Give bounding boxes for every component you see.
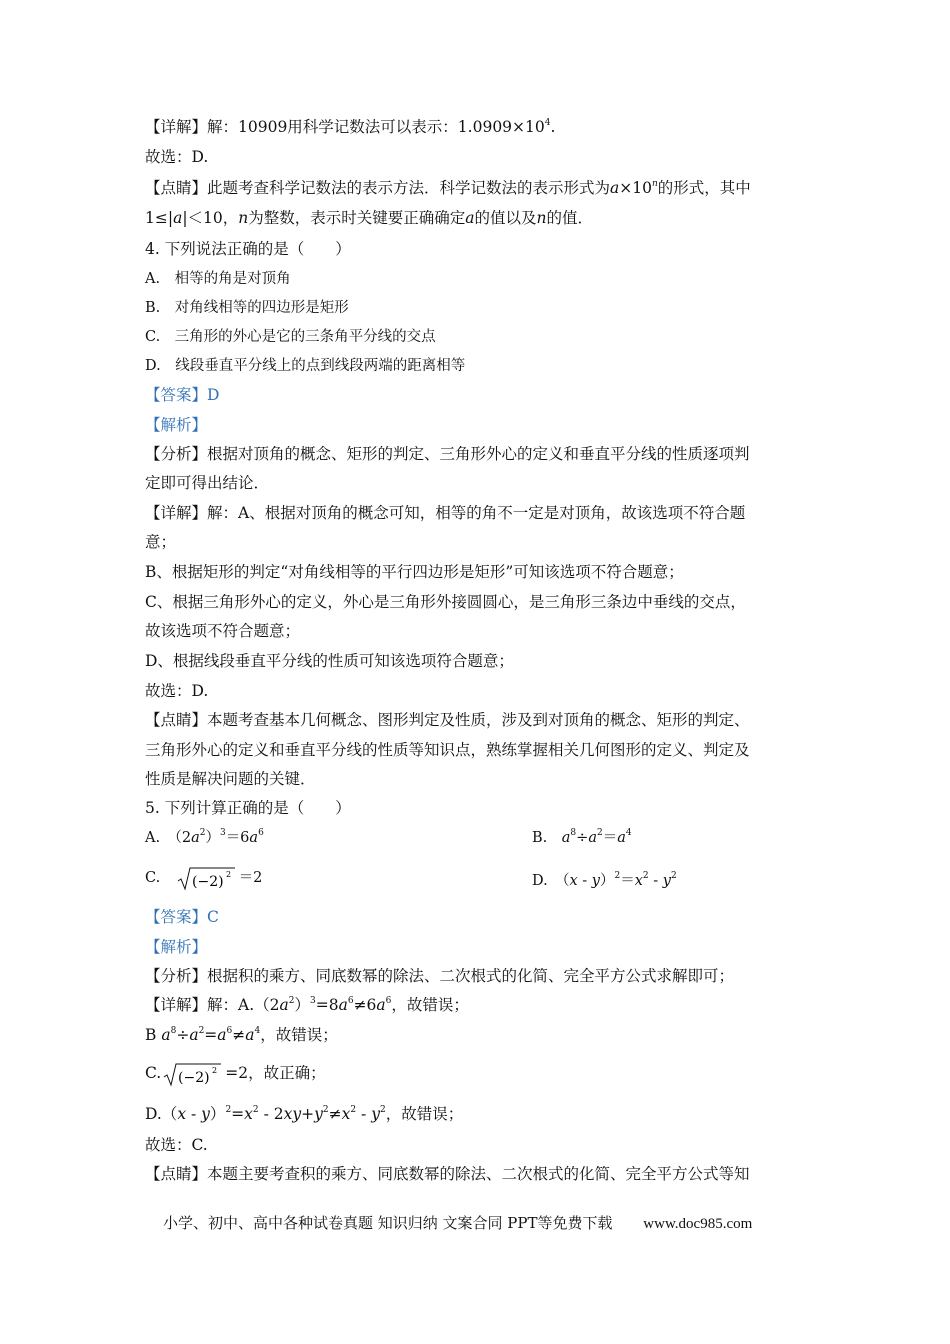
q5-option-c: C. (−2) 2 ＝2 (145, 866, 262, 890)
q4-answer: 【答案】D (145, 386, 220, 404)
q4-xiangjie-3: B、根据矩形的判定“对角线相等的平行四边形是矩形”可知该选项不符合题意； (145, 563, 684, 581)
footer-text: 小学、初中、高中各种试卷真题 知识归纳 文案合同 PPT等免费下载 (163, 1214, 613, 1232)
q3-answer-line: 故选：D. (145, 148, 209, 166)
q4-xiangjie-2: 意； (145, 533, 177, 551)
svg-text:(−2): (−2) (178, 1070, 210, 1086)
q5-stem: 5. 下列计算正确的是（ ） (145, 799, 351, 817)
q5-analysis-label: 【解析】 (145, 938, 208, 956)
svg-text:2: 2 (225, 870, 231, 879)
q5-xiangjie-c: C. (−2) 2 =2，故正确； (145, 1064, 326, 1086)
q4-stem: 4. 下列说法正确的是（ ） (145, 240, 351, 258)
q4-option-b: B. 对角线相等的四边形是矩形 (145, 300, 349, 316)
q4-option-a: A. 相等的角是对顶角 (145, 271, 291, 287)
q4-xiangjie-1: 【详解】解：A、根据对顶角的概念可知，相等的角不一定是对顶角，故该选项不符合题 (145, 504, 746, 522)
q5-option-d: D. $(x - y)^2=x^2 - y^2$ (532, 871, 677, 889)
q3-detail-line: 【详解】解：10909用科学记数法可以表示：$1.0909\times 10^4$. (145, 118, 556, 136)
q4-option-d: D. 线段垂直平分线上的点到线段两端的距离相等 (145, 358, 466, 374)
footer-site-link[interactable]: www.doc985.com (643, 1216, 753, 1232)
sqrt-symbol (163, 1062, 223, 1086)
q5-xiangjie-a: 【详解】解：$A.(2a^2)^3=8a^6\ne 6a^6$，故错误； (145, 996, 469, 1014)
page-footer (163, 1212, 752, 1233)
q4-dianjing-3: 性质是解决问题的关键． (145, 770, 316, 788)
q5-answer: 【答案】C (145, 908, 219, 926)
q4-dianjing-2: 三角形外心的定义和垂直平分线的性质等知识点，熟练掌握相关几何图形的定义、判定及 (145, 741, 750, 759)
q4-fenxi-2: 定即可得出结论． (145, 474, 270, 492)
q5-fenxi: 【分析】根据积的乘方、同底数幂的除法、二次根式的化简、完全平方公式求解即可； (145, 967, 735, 985)
q5-xiangjie-end: 故选：C. (145, 1136, 208, 1154)
q5-option-a: A. $(2a^2)^3=6a^6$ (145, 828, 264, 846)
q3-comment-line-2: 1≤|a|＜10，n为整数，表示时关键要正确确定a的值以及n的值． (145, 209, 594, 227)
q3-comment-line-1: 【点睛】此题考查科学记数法的表示方法．科学记数法的表示形式为$a\times 10^n$的形式，其中 (145, 179, 751, 197)
q4-dianjing-1: 【点睛】本题考查基本几何概念、图形判定及性质，涉及到对顶角的概念、矩形的判定、 (145, 711, 750, 729)
svg-text:2: 2 (212, 1066, 218, 1075)
q4-xiangjie-4: C、根据三角形外心的定义，外心是三角形外接圆圆心，是三角形三条边中垂线的交点， (145, 593, 746, 611)
q5-dianjing: 【点睛】本题主要考查积的乘方、同底数幂的除法、二次根式的化简、完全平方公式等知 (145, 1165, 750, 1183)
q4-analysis-label: 【解析】 (145, 416, 208, 434)
q4-option-c: C. 三角形的外心是它的三条角平分线的交点 (145, 329, 436, 345)
q4-xiangjie-6: D、根据线段垂直平分线的性质可知该选项符合题意； (145, 652, 514, 670)
q5-option-b: B. $a^8\div a^2=a^4$ (532, 828, 632, 846)
q4-xiangjie-7: 故选：D. (145, 682, 209, 700)
q4-fenxi-1: 【分析】根据对顶角的概念、矩形的判定、三角形外心的定义和垂直平分线的性质逐项判 (145, 445, 750, 463)
svg-text:(−2): (−2) (191, 874, 224, 890)
q5-xiangjie-b: B $a^8\div a^2=a^6\ne a^4$，故错误； (145, 1026, 338, 1044)
q5-xiangjie-d: $D.(x - y)^2=x^2 - 2xy+y^2\ne x^2 - y^2$，故错误； (145, 1105, 464, 1123)
q4-xiangjie-5: 故该选项不符合题意； (145, 622, 301, 640)
sqrt-symbol (177, 866, 237, 890)
